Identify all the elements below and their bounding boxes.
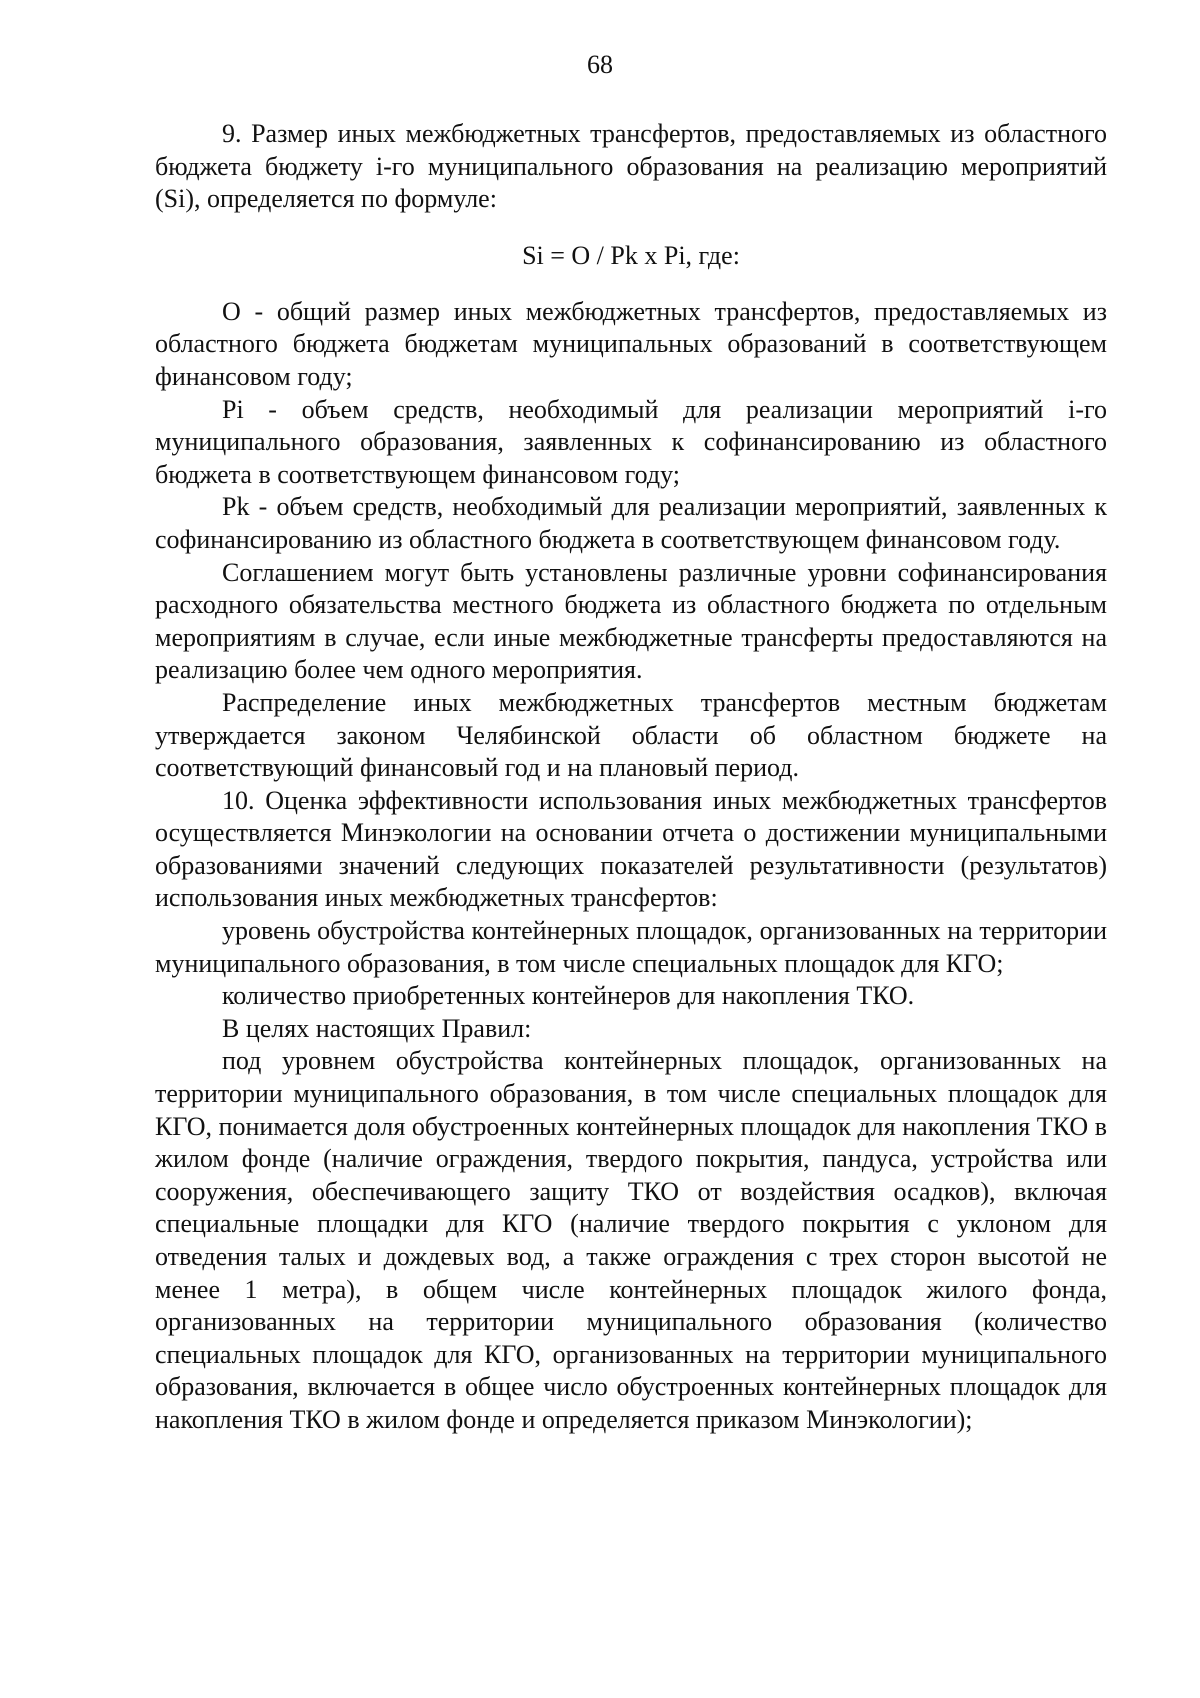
paragraph-def-pi: Pi - объем средств, необходимый для реализации мероприятий i-го муниципального образования, заявленных к софинансированию из областного бюджета в соответствующем финансовом году; <box>155 394 1107 489</box>
paragraph-indicator-containers: количество приобретенных контейнеров для накопления ТКО. <box>222 981 915 1011</box>
formula-si: Si = O / Pk x Pi, где: <box>522 240 740 270</box>
paragraph-distribution: Распределение иных межбюджетных трансфертов местным бюджетам утверждается законом Челябинской области об областном бюджете на соответствующий финансовый год и на плановый период. <box>155 687 1107 783</box>
paragraph-purposes: В целях настоящих Правил: <box>222 1013 532 1043</box>
paragraph-def-o: О - общий размер иных межбюджетных трансфертов, предоставляемых из областного бюджета бюджетам муниципальных образований в соответствующем финансовом году; <box>155 296 1107 391</box>
paragraph-level-definition: под уровнем обустройства контейнерных площадок, организованных на территории муниципального образования, в том числе специальных площадок для КГО, понимается доля обустроенных контейнерных площадок для накопления ТКО в жилом фонде (наличие ограждения, твердого покрытия, пандуса, устройства или сооружения, обеспечивающего защиту ТКО от воздействия осадков), включая специальные площадки для КГО (наличие твердого покрытия с уклоном для отведения талых и дождевых вод, а также ограждения с трех сторон высотой не менее 1 метра), в общем числе контейнерных площадок жилого фонда, организованных на территории муниципального образования (количество специальных площадок для КГО, организованных на территории муниципального образования, включается в общее число обустроенных контейнерных площадок для накопления ТКО в жилом фонде и определяется приказом Минэкологии); <box>155 1046 1107 1434</box>
paragraph-def-pk: Pk - объем средств, необходимый для реализации мероприятий, заявленных к софинансированию из областного бюджета в соответствующем финансовом году. <box>155 492 1107 554</box>
paragraph-10-evaluation: 10. Оценка эффективности использования иных межбюджетных трансфертов осуществляется Минэкологии на основании отчета о достижении муниципальными образованиями значений следующих показателей результативности (результатов) использования иных межбюджетных трансфертов: <box>155 785 1107 913</box>
document-body <box>155 118 1107 1437</box>
paragraph-9-intro: 9. Размер иных межбюджетных трансфертов, предоставляемых из областного бюджета бюджету i-го муниципального образования на реализацию мероприятий (Si), определяется по формуле: <box>155 119 1107 214</box>
page-number: 68 <box>587 50 613 79</box>
paragraph-agreement: Соглашением могут быть установлены различные уровни софинансирования расходного обязательства местного бюджета из областного бюджета по отдельным мероприятиям в случае, если иные межбюджетные трансферты предоставляются на реализацию более чем одного мероприятия. <box>155 557 1107 685</box>
paragraph-indicator-level: уровень обустройства контейнерных площадок, организованных на территории муниципального образования, в том числе специальных площадок для КГО; <box>155 916 1107 978</box>
